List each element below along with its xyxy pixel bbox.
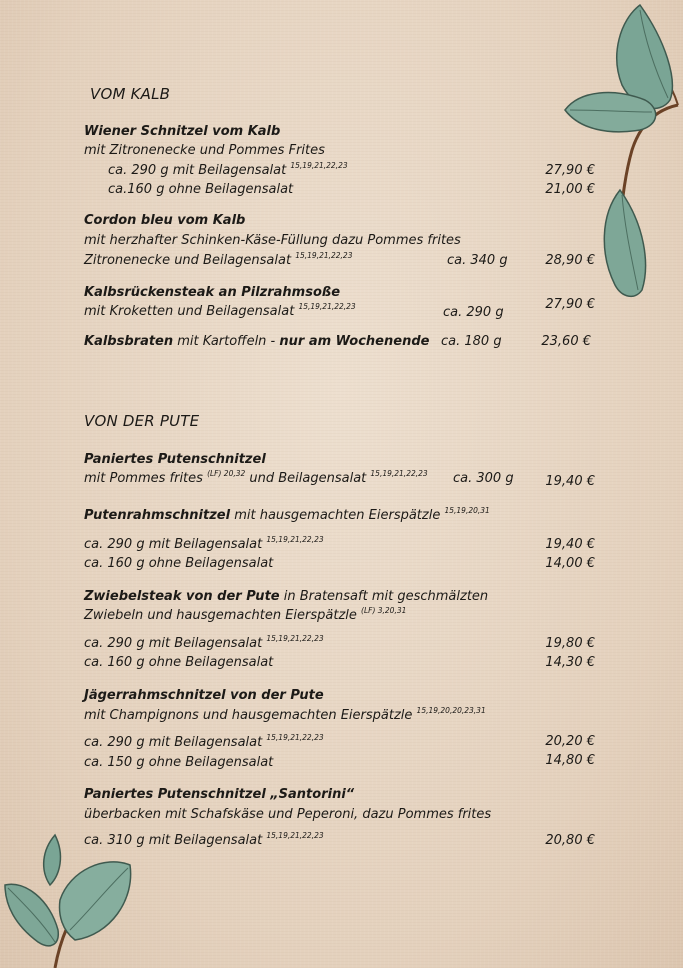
variant-jaegerrahmschnitzel-150: ca. 150 g ohne Beilagensalat [84, 755, 274, 770]
weight-kalbsrueckensteak: ca. 290 g [443, 305, 504, 320]
dish-desc2-cordon-bleu: Zitronenecke und Beilagensalat $^{15,19,21,22,23}$ [84, 251, 353, 268]
dish-name-kalbsrueckensteak: Kalbsrückensteak an Pilzrahmsoße [84, 285, 341, 300]
dish-desc-paniertes-putenschnitzel: mit Pommes frites $^{(LF) 20,32}$ und Beilagensalat $^{15,19,21,22,23}$ [84, 469, 428, 486]
dish-name-santorini: Paniertes Putenschnitzel „Santorini“ [84, 787, 355, 802]
variant-santorini-310: ca. 310 g mit Beilagensalat $^{15,19,21,22,23}$ [84, 831, 324, 848]
dish-desc-santorini: überbacken mit Schafskäse und Peperoni, dazu Pommes frites [84, 807, 492, 822]
price-wiener-schnitzel-290: 27,90 € [545, 163, 595, 178]
price-kalbsrueckensteak: 27,90 € [545, 297, 595, 312]
dish-desc-wiener-schnitzel: mit Zitronenecke und Pommes Frites [84, 143, 325, 158]
dish-desc-kalbsrueckensteak: mit Kroketten und Beilagensalat $^{15,19,21,22,23}$ [84, 302, 356, 319]
price-kalbsbraten: 23,60 € [541, 334, 591, 349]
dish-putenrahmschnitzel: Putenrahmschnitzel mit hausgemachten Eierspätzle $^{15,19,20,31}$ [84, 506, 490, 523]
dish-zwiebelsteak: Zwiebelsteak von der Pute in Bratensaft mit geschmälzten [84, 589, 489, 604]
price-zwiebelsteak-290: 19,80 € [545, 636, 595, 651]
price-wiener-schnitzel-160: 21,00 € [545, 182, 595, 197]
price-putenrahmschnitzel-160: 14,00 € [545, 556, 595, 571]
price-paniertes-putenschnitzel: 19,40 € [545, 474, 595, 489]
dish-kalbsbraten: Kalbsbraten mit Kartoffeln - nur am Wochenende [84, 334, 430, 349]
variant-zwiebelsteak-160: ca. 160 g ohne Beilagensalat [84, 655, 274, 670]
variant-jaegerrahmschnitzel-290: ca. 290 g mit Beilagensalat $^{15,19,21,22,23}$ [84, 733, 324, 750]
variant-zwiebelsteak-290: ca. 290 g mit Beilagensalat $^{15,19,21,22,23}$ [84, 634, 324, 651]
section-heading-pute: VON DER PUTE [84, 412, 200, 430]
variant-putenrahmschnitzel-160: ca. 160 g ohne Beilagensalat [84, 556, 274, 571]
variant-wiener-schnitzel-160: ca.160 g ohne Beilagensalat [108, 182, 294, 197]
price-santorini-310: 20,80 € [545, 833, 595, 848]
dish-name-cordon-bleu: Cordon bleu vom Kalb [84, 213, 246, 228]
variant-putenrahmschnitzel-290: ca. 290 g mit Beilagensalat $^{15,19,21,22,23}$ [84, 535, 324, 552]
weight-kalbsbraten: ca. 180 g [441, 334, 502, 349]
dish-desc-jaegerrahmschnitzel: mit Champignons und hausgemachten Eierspätzle $^{15,19,20,20,23,31}$ [84, 706, 486, 723]
leaf-branch-bottom-left-icon [0, 830, 140, 968]
price-putenrahmschnitzel-290: 19,40 € [545, 537, 595, 552]
section-heading-kalb: VOM KALB [90, 85, 171, 103]
variant-wiener-schnitzel-290: ca. 290 g mit Beilagensalat $^{15,19,21,22,23}$ [108, 161, 348, 178]
dish-desc-cordon-bleu: mit herzhafter Schinken-Käse-Füllung dazu Pommes frites [84, 233, 461, 248]
price-jaegerrahmschnitzel-150: 14,80 € [545, 753, 595, 768]
dish-name-jaegerrahmschnitzel: Jägerrahmschnitzel von der Pute [84, 688, 324, 703]
weight-cordon-bleu: ca. 340 g [447, 253, 508, 268]
price-jaegerrahmschnitzel-290: 20,20 € [545, 734, 595, 749]
dish-name-wiener-schnitzel: Wiener Schnitzel vom Kalb [84, 124, 281, 139]
dish-name-paniertes-putenschnitzel: Paniertes Putenschnitzel [84, 452, 266, 467]
price-cordon-bleu: 28,90 € [545, 253, 595, 268]
dish-desc2-zwiebelsteak: Zwiebeln und hausgemachten Eierspätzle $^{(LF) 3,20,31}$ [84, 606, 407, 623]
weight-paniertes-putenschnitzel: ca. 300 g [453, 471, 514, 486]
price-zwiebelsteak-160: 14,30 € [545, 655, 595, 670]
